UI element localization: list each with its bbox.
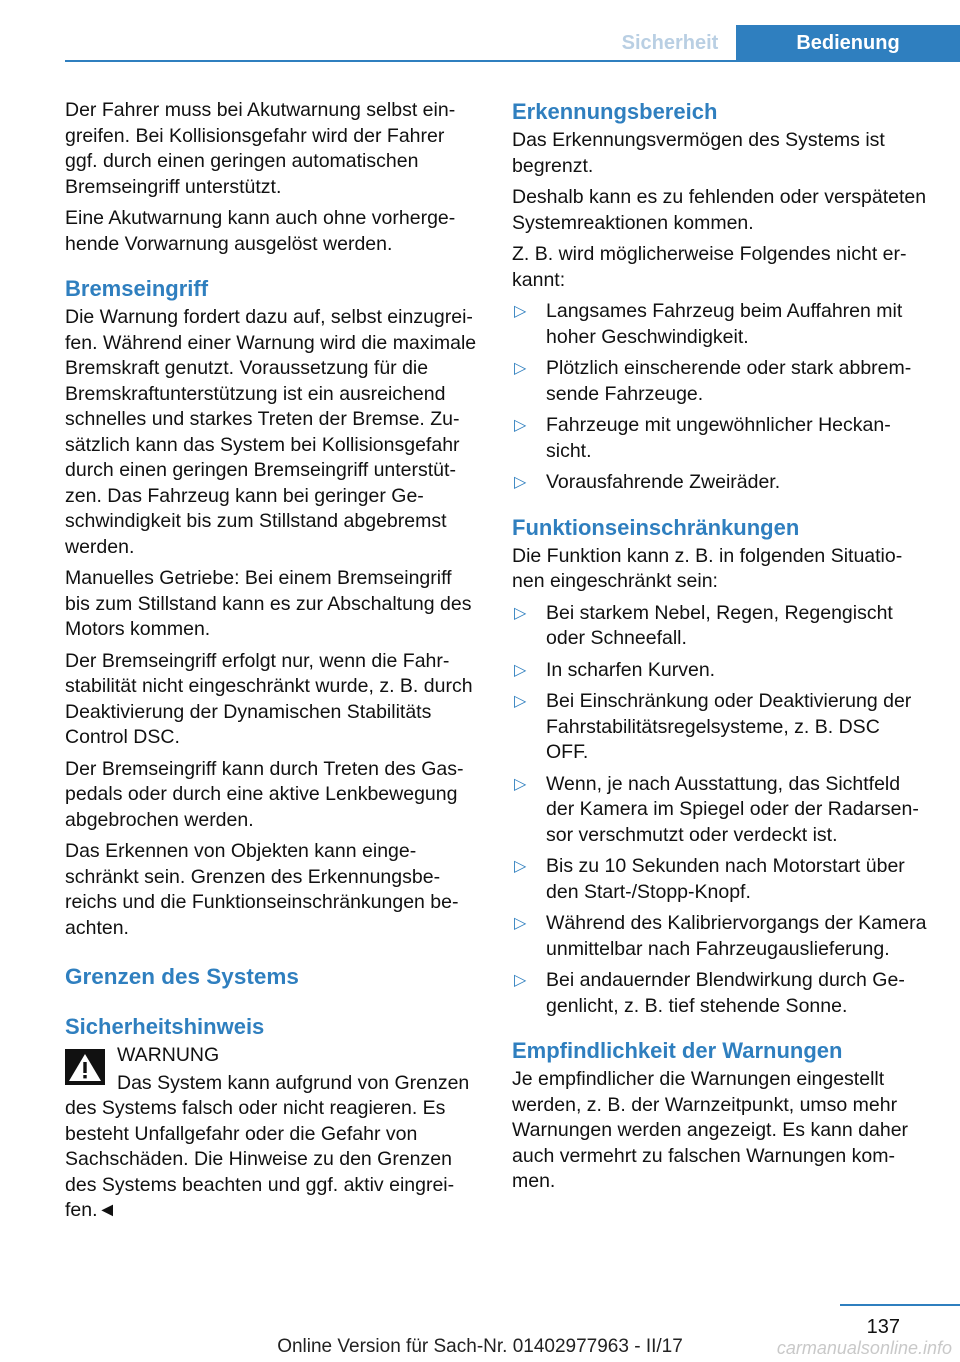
paragraph: Der Bremseingriff erfolgt nur, wenn die Fahrstabilität nicht eingeschränkt wurde, z. B. durch Deaktivierung der Dynamischen Stabilitäts Control DSC. [65,649,473,748]
paragraph: Die Warnung fordert dazu auf, selbst einzugreifen. Während einer Warnung wird die maximale Bremskraft genutzt. Voraussetzung für die Bremskraftunterstützung ist ein ausreichend schnelles und starkes Treten der Bremse. Zusätzlich kann das System bei Kollisionsgefahr durch einen geringen Bremseingriff unterstützen. Das Fahrzeug kann bei geringer Geschwindigkeit bis zum Stillstand abgebremst werden. [65,306,477,558]
list-item: ▷ Bei Einschränkung oder Deaktivierung der Fahrstabilitätsregelsysteme, z. B. DSC OFF. [514,690,912,763]
tab-bedienung[interactable]: Bedienung [736,25,960,61]
page-number: 137 [866,1316,900,1338]
heading-erkennungsbereich: Erkennungsbereich [512,99,718,124]
list-item: ▷ In scharfen Kurven. [512,658,927,684]
list-item: ▷ Fahrzeuge mit ungewöhnlicher Heckansicht. [514,414,891,462]
paragraph: Das Erkennen von Objekten kann eingeschränkt sein. Grenzen des Erkennungsbereichs und die Funktionseinschränkungen beachten. [65,840,459,939]
list-item: ▷ Langsames Fahrzeug beim Auffahren mit hoher Geschwindigkeit. [514,300,903,348]
paragraph: Je empfindlicher die Warnungen eingestellt werden, z. B. der Warnzeitpunkt, umso mehr Warnungen werden angezeigt. Es kann daher auch vermehrt zu falschen Warnungen kommen. [512,1068,909,1192]
bullet-triangle-icon: ▷ [514,972,527,989]
paragraph: Deshalb kann es zu fehlenden oder verspäteten Systemreaktionen kommen. [512,186,927,234]
bullet-triangle-icon: ▷ [514,604,527,622]
bullet-triangle-icon: ▷ [514,474,527,491]
bullet-triangle-icon: ▷ [514,661,527,679]
paragraph: Das Erkennungsvermögen des Systems ist begrenzt. [512,129,885,177]
bullet-triangle-icon: ▷ [514,858,527,875]
header-divider [65,60,960,62]
bullet-triangle-icon: ▷ [514,360,527,377]
bullet-triangle-icon: ▷ [514,775,527,793]
footer-online-version: Online Version für Sach-Nr. 01402977963 - II/17 [277,1336,683,1357]
warning-text: des Systems falsch oder nicht reagieren. Es besteht Unfallgefahr oder die Gefahr von Sachschäden. Die Hinweise zu den Grenzen des Systems beachten und ggf. aktiv eingreifen.◄ [65,1097,455,1221]
paragraph: Die Funktion kann z. B. in folgenden Situationen eingeschränkt sein: [512,544,903,592]
list-item: ▷ Während des Kalibriervorgangs der Kamera unmittelbar nach Fahrzeugauslieferung. [514,912,927,960]
bullet-triangle-icon: ▷ [514,303,527,320]
list-item: ▷ Plötzlich einscherende oder stark abbremsende Fahrzeuge. [514,357,912,405]
warning-triangle-icon [65,1049,105,1085]
paragraph: Z. B. wird möglicherweise Folgendes nicht erkannt: [512,243,907,291]
warning-title: WARNUNG [117,1044,220,1066]
paragraph: Manuelles Getriebe: Bei einem Bremseingriff bis zum Stillstand kann es zur Abschaltung des Motors kommen. [65,567,472,640]
list-item: ▷ Wenn, je nach Ausstattung, das Sichtfeld der Kamera im Spiegel oder der Radarsensor verschmutzt oder verdeckt ist. [514,772,919,846]
left-column [65,98,480,1230]
warning-block [65,1043,480,1224]
paragraph: Der Fahrer muss bei Akutwarnung selbst eingreifen. Bei Kollisionsgefahr wird der Fahrer ggf. durch einen geringen automatischen Bremseingriff unterstützt. [65,99,456,198]
watermark: carmanualsonline.info [776,1338,952,1358]
heading-empfindlichkeit: Empfindlichkeit der Warnungen [512,1038,843,1063]
heading-funktionseinschraenkungen: Funktionseinschränkungen [512,514,800,540]
paragraph: Der Bremseingriff kann durch Treten des Gaspedals oder durch eine aktive Lenkbewegung abgebrochen werden. [65,757,464,831]
list-item: ▷ Bei starkem Nebel, Regen, Regengischt oder Schneefall. [514,601,893,649]
list-item: ▷ Bis zu 10 Sekunden nach Motorstart über den Start-/Stopp-Knopf. [514,855,905,903]
bullet-triangle-icon: ▷ [514,417,527,434]
bullet-triangle-icon: ▷ [514,693,527,710]
footer-divider [840,1304,960,1306]
bullet-triangle-icon: ▷ [514,915,527,932]
paragraph: Eine Akutwarnung kann auch ohne vorhergehende Vorwarnung ausgelöst werden. [65,207,456,255]
warning-text-line: Das System kann aufgrund von Grenzen [117,1071,470,1094]
list-item: ▷ Bei andauernder Blendwirkung durch Gegenlicht, z. B. tief stehende Sonne. [514,969,905,1017]
right-column [512,98,927,1201]
tab-sicherheit[interactable]: Sicherheit [621,32,719,54]
heading-bremseingriff: Bremseingriff [65,276,209,301]
heading-sicherheitshinweis: Sicherheitshinweis [65,1014,265,1039]
list-einschraenkungen [512,601,927,1020]
heading-grenzen-des-systems: Grenzen des Systems [65,964,299,989]
list-nicht-erkannt [512,299,927,496]
list-item: ▷ Vorausfahrende Zweiräder. [512,470,927,496]
